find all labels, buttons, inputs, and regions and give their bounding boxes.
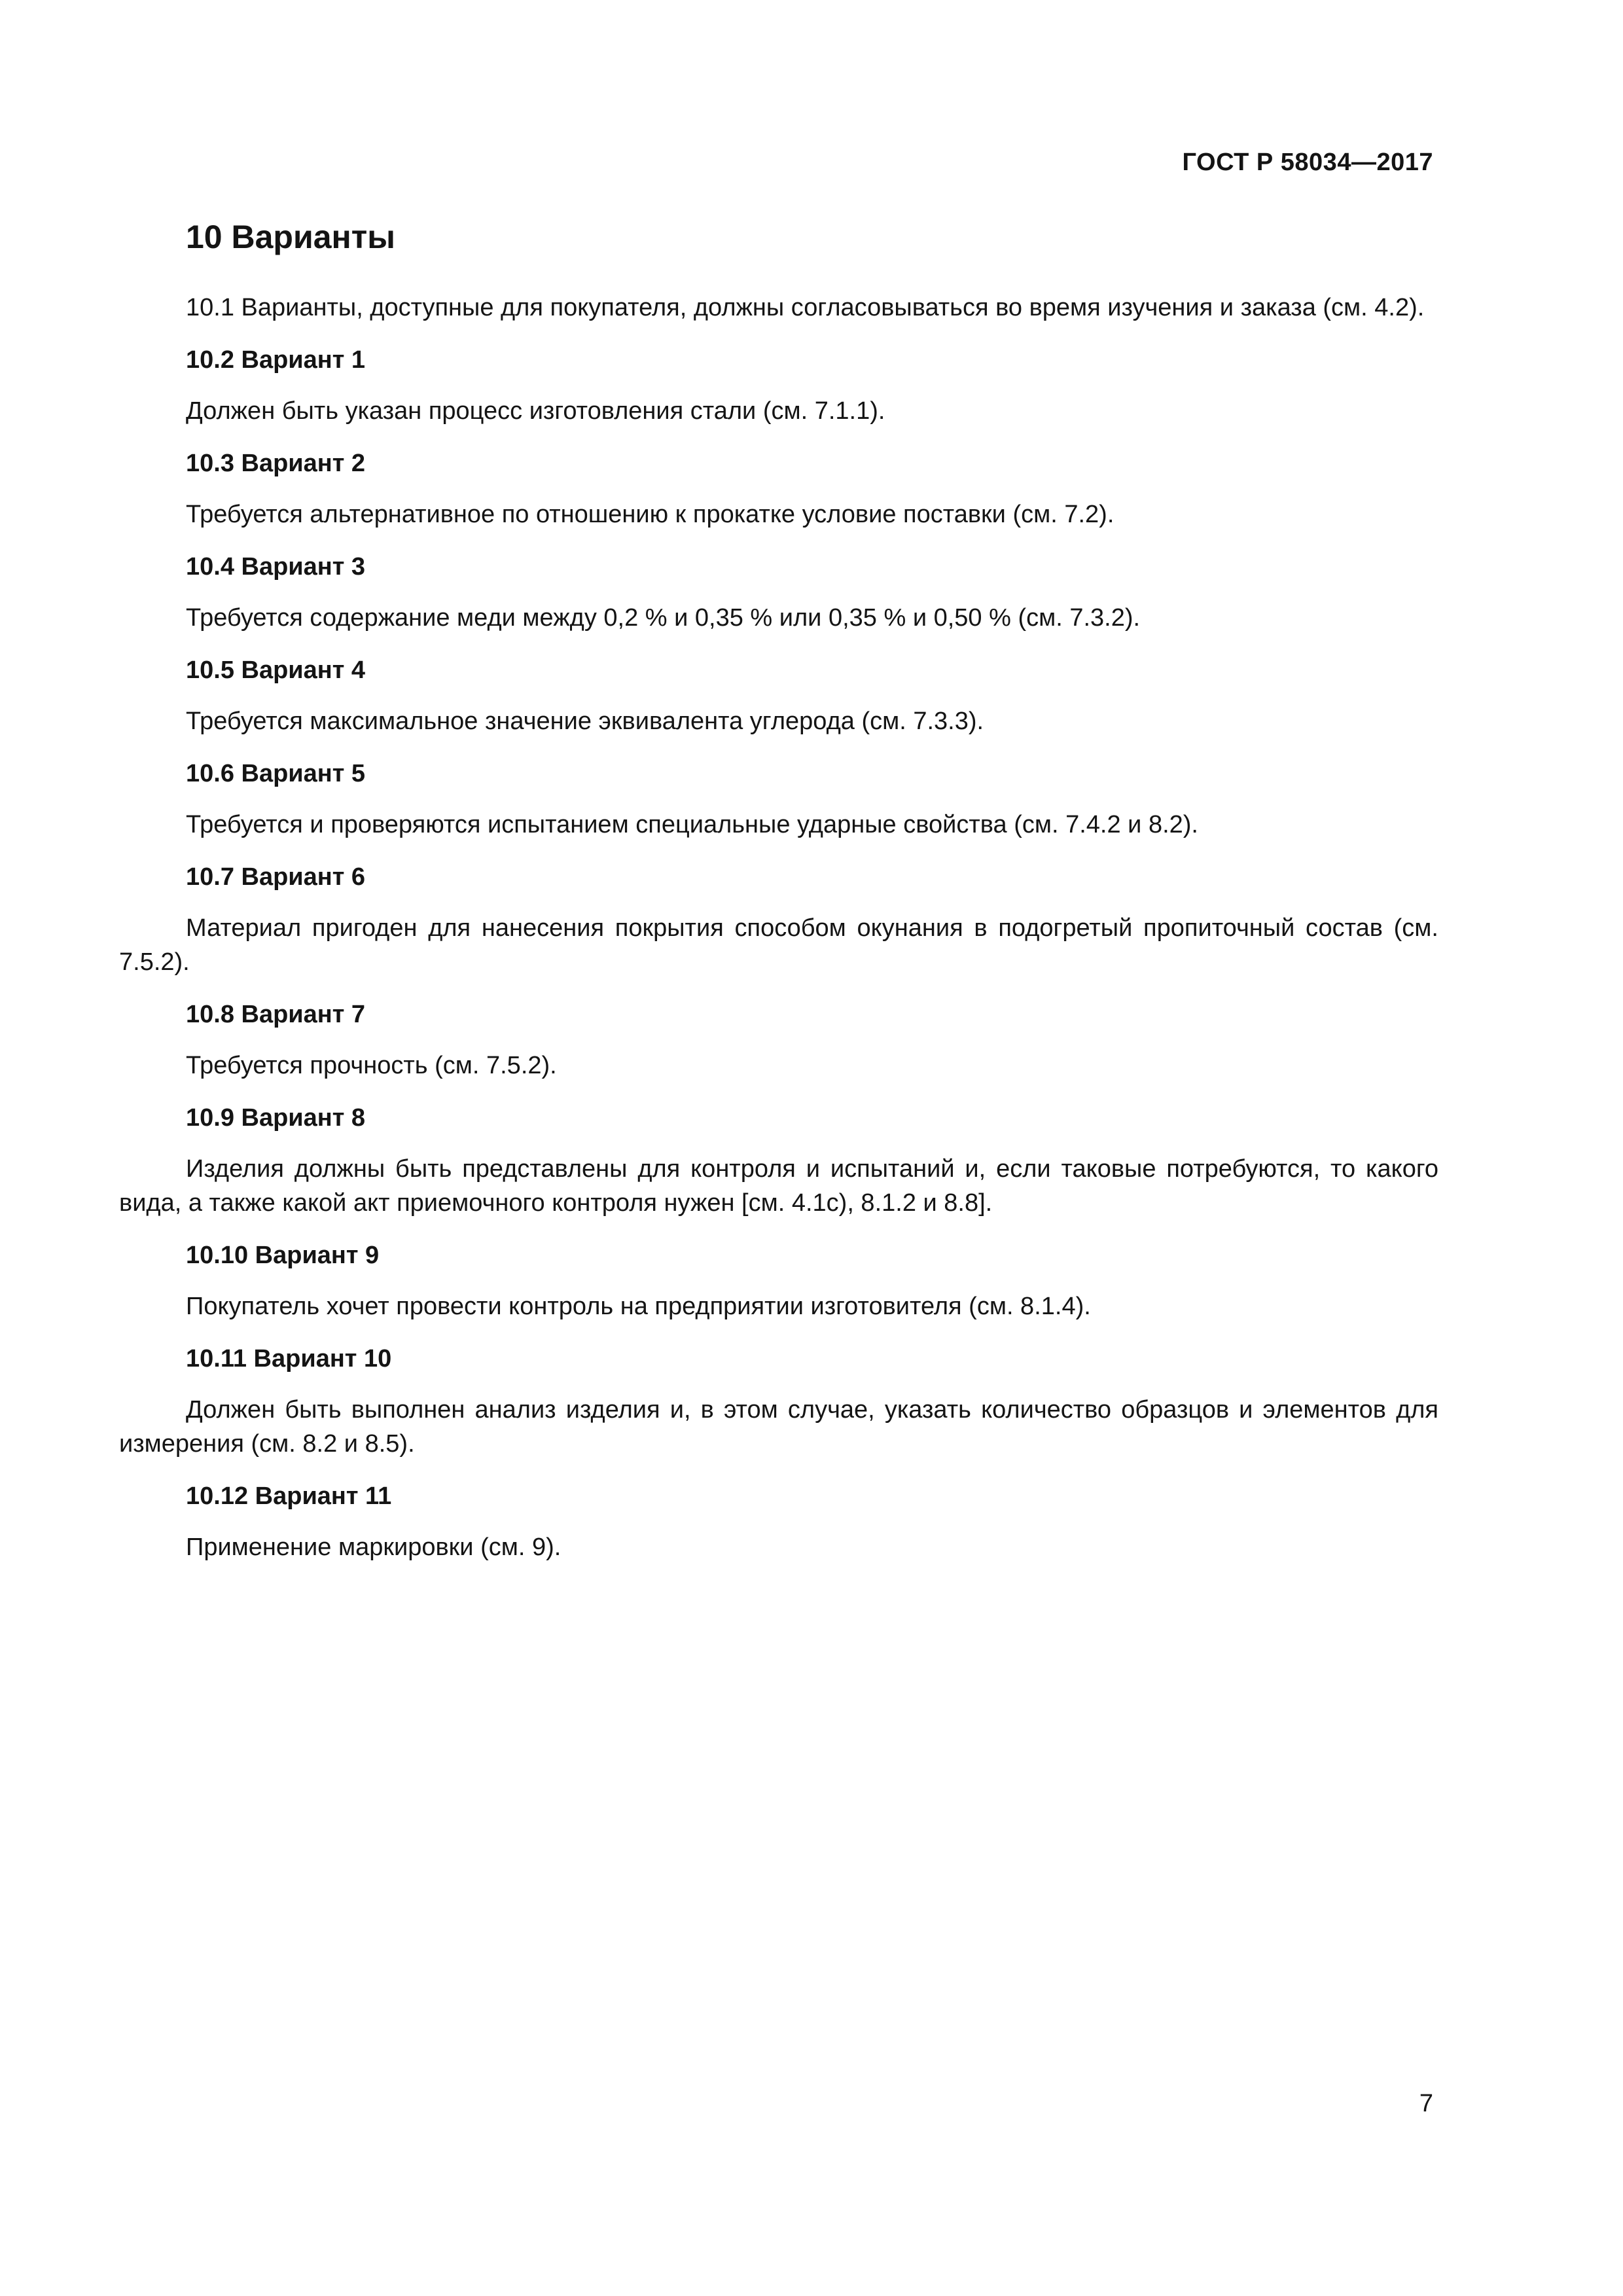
option-heading: 10.6 Вариант 5: [186, 760, 366, 787]
option-heading: 10.2 Вариант 1: [186, 346, 366, 374]
option-item: [119, 860, 1438, 979]
option-item: [119, 1479, 1438, 1564]
option-text: Требуется альтернативное по отношению к прокатке условие поставки (см. 7.2).: [186, 501, 1115, 528]
option-heading: 10.10 Вариант 9: [186, 1242, 380, 1269]
option-heading: 10.11 Вариант 10: [186, 1345, 392, 1372]
option-item: [119, 446, 1438, 531]
option-item: [119, 757, 1438, 842]
option-text: Требуется прочность (см. 7.5.2).: [186, 1052, 557, 1079]
section-title: 10 Варианты: [186, 219, 395, 255]
option-text: Требуется максимальное значение эквивалента углерода (см. 7.3.3).: [186, 708, 984, 735]
page-number: 7: [1419, 2090, 1433, 2117]
option-heading: 10.9 Вариант 8: [186, 1104, 366, 1132]
option-item: [119, 550, 1438, 635]
option-text: Должен быть указан процесс изготовления стали (см. 7.1.1).: [186, 397, 885, 425]
option-text: Изделия должны быть представлены для контроля и испытаний и, если таковые потребуются, то какого вида, а также какой акт приемочного контроля нужен [см. 4.1c), 8.1.2 и 8.8].: [119, 1155, 1438, 1217]
option-item: [119, 1342, 1438, 1461]
option-heading: 10.3 Вариант 2: [186, 450, 366, 477]
option-text: Покупатель хочет провести контроль на предприятии изготовителя (см. 8.1.4).: [186, 1293, 1091, 1320]
option-heading: 10.12 Вариант 11: [186, 1482, 392, 1510]
option-item: [119, 1238, 1438, 1323]
option-text: Применение маркировки (см. 9).: [186, 1534, 562, 1561]
option-text: Материал пригоден для нанесения покрытия способом окунания в подогретый пропиточный состав (см. 7.5.2).: [119, 914, 1438, 976]
option-item: [119, 1101, 1438, 1220]
option-item: [119, 653, 1438, 738]
document-body: [119, 216, 1438, 1583]
option-heading: 10.8 Вариант 7: [186, 1001, 366, 1028]
document-code-header: ГОСТ Р 58034—2017: [1182, 149, 1433, 176]
option-heading: 10.5 Вариант 4: [186, 656, 366, 684]
option-heading: 10.7 Вариант 6: [186, 863, 366, 891]
intro-paragraph: 10.1 Варианты, доступные для покупателя, должны согласовываться во время изучения и заказа (см. 4.2).: [186, 294, 1425, 321]
option-text: Требуется содержание меди между 0,2 % и 0,35 % или 0,35 % и 0,50 % (см. 7.3.2).: [186, 604, 1141, 632]
option-text: Должен быть выполнен анализ изделия и, в этом случае, указать количество образцов и элементов для измерения (см. 8.2 и 8.5).: [119, 1396, 1438, 1458]
option-text: Требуется и проверяются испытанием специальные ударные свойства (см. 7.4.2 и 8.2).: [186, 811, 1198, 838]
option-item: [119, 997, 1438, 1083]
option-heading: 10.4 Вариант 3: [186, 553, 366, 581]
option-item: [119, 343, 1438, 428]
